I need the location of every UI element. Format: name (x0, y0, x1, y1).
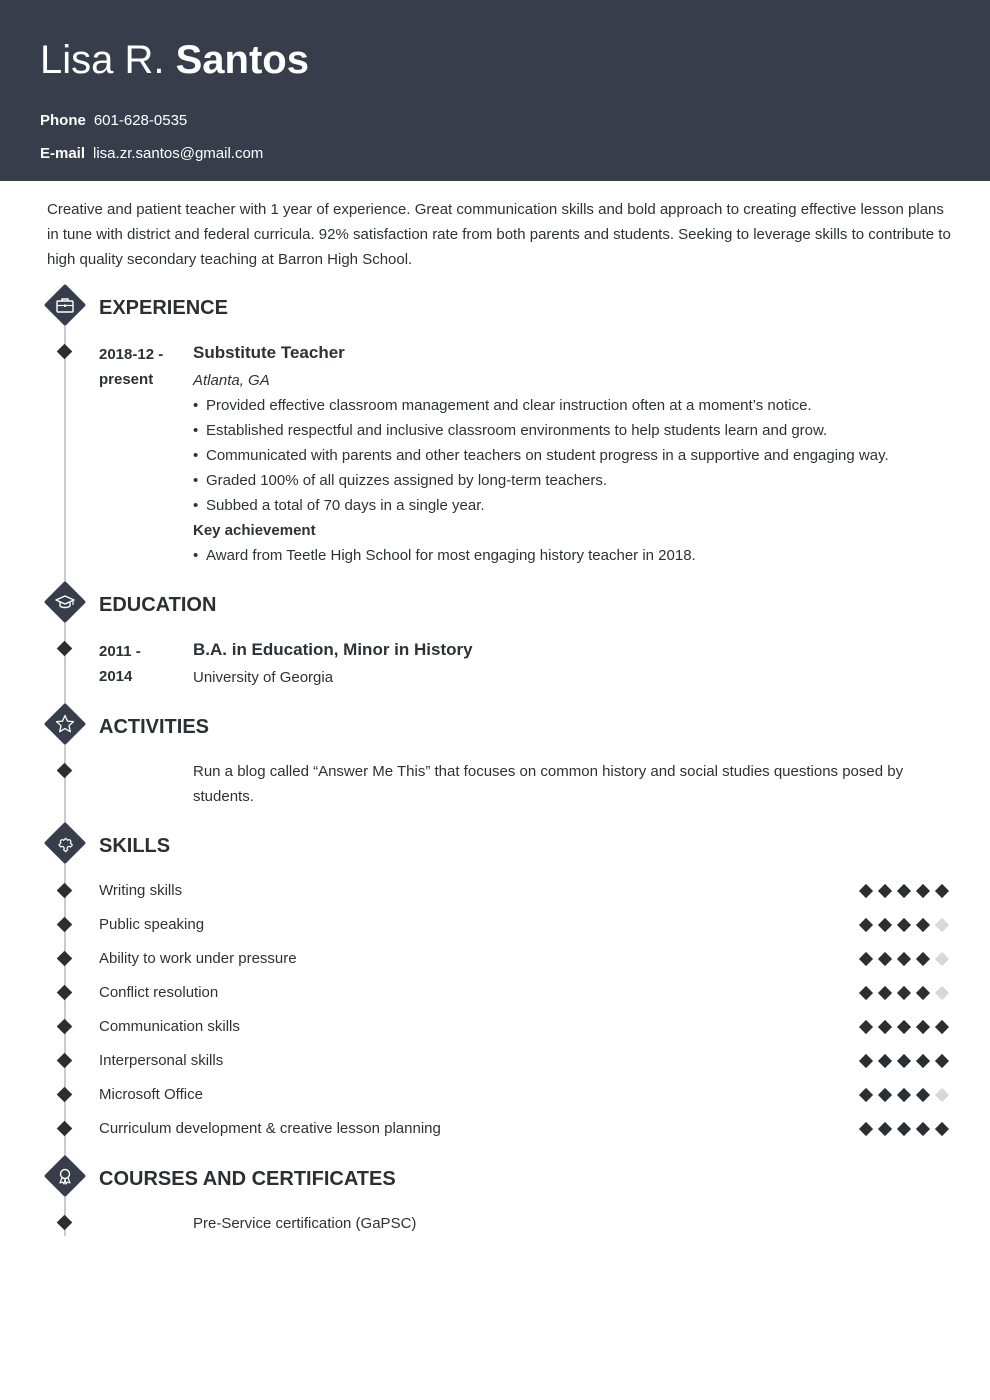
experience-heading: EXPERIENCE (99, 297, 228, 319)
skill-rating (856, 1051, 953, 1071)
rating-pip-filled (859, 1088, 873, 1102)
education-date-end: 2014 (99, 668, 133, 685)
rating-pip-filled (916, 986, 930, 1000)
rating-pip-filled (859, 1122, 873, 1136)
rating-pip-filled (935, 1122, 949, 1136)
rating-pip-filled (897, 884, 911, 898)
education-entry-marker (57, 641, 73, 657)
rating-pip-filled (878, 1054, 892, 1068)
rating-pip-empty (935, 918, 949, 932)
duty-item: • Communicated with parents and other teachers on student progress in a supportive and engaging way. (193, 443, 953, 468)
email-value[interactable]: lisa.zr.santos@gmail.com (93, 145, 264, 162)
rating-pip-filled (859, 952, 873, 966)
degree-title: B.A. in Education, Minor in History (193, 640, 473, 659)
rating-pip-filled (878, 952, 892, 966)
duty-item: • Graded 100% of all quizzes assigned by long-term teachers. (193, 468, 953, 493)
achievements-list (193, 543, 953, 568)
duty-item: • Established respectful and inclusive classroom environments to help students learn and grow. (193, 418, 953, 443)
courses-section-badge (44, 1155, 86, 1197)
star-icon (53, 712, 77, 736)
skill-name: Communication skills (99, 1018, 240, 1035)
rating-pip-filled (916, 1054, 930, 1068)
rating-pip-empty (935, 952, 949, 966)
achievement-item: • Award from Teetle High School for most engaging history teacher in 2018. (193, 543, 953, 568)
experience-section-badge (44, 284, 86, 326)
skill-marker (57, 985, 73, 1001)
rating-pip-empty (935, 1088, 949, 1102)
rating-pip-filled (897, 1122, 911, 1136)
rating-pip-filled (878, 918, 892, 932)
rating-pip-filled (878, 1088, 892, 1102)
education-dates (99, 639, 184, 689)
rating-pip-empty (935, 986, 949, 1000)
rating-pip-filled (916, 918, 930, 932)
job-duties-list (193, 393, 953, 518)
education-date-start: 2011 - (99, 643, 141, 660)
rating-pip-filled (897, 1088, 911, 1102)
skill-rating (856, 915, 953, 935)
skill-name: Writing skills (99, 882, 183, 899)
school-name: University of Georgia (193, 669, 334, 686)
rating-pip-filled (897, 986, 911, 1000)
rating-pip-filled (916, 1020, 930, 1034)
rating-pip-filled (935, 1020, 949, 1034)
skill-name: Ability to work under pressure (99, 950, 297, 967)
last-name: Santos (175, 38, 309, 82)
activity-entry-marker (57, 763, 73, 779)
rating-pip-filled (897, 918, 911, 932)
skill-marker (57, 883, 73, 899)
duty-item: • Subbed a total of 70 days in a single year. (193, 493, 953, 518)
course-item: Pre-Service certification (GaPSC) (193, 1215, 417, 1232)
email-label: E-mail (40, 145, 86, 162)
puzzle-icon (53, 831, 77, 855)
skill-rating (856, 1017, 953, 1037)
skill-rating (856, 949, 953, 969)
skill-marker (57, 1019, 73, 1035)
skill-name: Interpersonal skills (99, 1052, 224, 1069)
activities-heading: ACTIVITIES (99, 716, 210, 738)
rating-pip-filled (897, 1020, 911, 1034)
rating-pip-filled (878, 986, 892, 1000)
skills-section-badge (44, 822, 86, 864)
courses-heading: COURSES AND CERTIFICATES (99, 1168, 396, 1190)
rating-pip-filled (897, 952, 911, 966)
briefcase-icon (53, 293, 77, 317)
rating-pip-filled (859, 1054, 873, 1068)
rating-pip-filled (878, 1122, 892, 1136)
skill-name: Microsoft Office (99, 1086, 203, 1103)
first-name: Lisa R. (40, 38, 165, 82)
skill-rating (856, 881, 953, 901)
email-row (40, 144, 263, 164)
job-title: Substitute Teacher (193, 343, 345, 362)
rating-pip-filled (916, 1088, 930, 1102)
experience-date-end: present (99, 371, 154, 388)
skill-rating (856, 1085, 953, 1105)
skills-heading: SKILLS (99, 835, 171, 857)
rating-pip-filled (878, 1020, 892, 1034)
skill-name: Conflict resolution (99, 984, 219, 1001)
rating-pip-filled (916, 884, 930, 898)
activity-description: Run a blog called “Answer Me This” that focuses on common history and social studies questions posed by students. (193, 763, 904, 805)
rating-pip-filled (859, 918, 873, 932)
course-entry-marker (57, 1215, 73, 1231)
graduation-cap-icon (53, 590, 77, 614)
candidate-name (40, 36, 309, 84)
job-location: Atlanta, GA (193, 372, 270, 389)
education-heading: EDUCATION (99, 594, 217, 616)
rating-pip-filled (897, 1054, 911, 1068)
activities-section-badge (44, 703, 86, 745)
rating-pip-filled (859, 884, 873, 898)
skill-name: Curriculum development & creative lesson planning (99, 1120, 441, 1137)
phone-label: Phone (40, 112, 86, 129)
phone-row (40, 111, 187, 131)
skill-marker (57, 1053, 73, 1069)
rating-pip-filled (916, 1122, 930, 1136)
skill-marker (57, 917, 73, 933)
skill-rating (856, 1119, 953, 1139)
skill-marker (57, 1087, 73, 1103)
resume-header (0, 0, 990, 181)
skill-marker (57, 1121, 73, 1137)
key-achievement-label: Key achievement (193, 522, 316, 539)
rating-pip-filled (878, 884, 892, 898)
experience-date-start: 2018-12 - (99, 346, 164, 363)
rating-pip-filled (935, 1054, 949, 1068)
skill-rating (856, 983, 953, 1003)
education-section-badge (44, 581, 86, 623)
rating-pip-filled (935, 884, 949, 898)
experience-dates (99, 342, 184, 392)
skill-name: Public speaking (99, 916, 205, 933)
rating-pip-filled (916, 952, 930, 966)
skill-marker (57, 951, 73, 967)
award-ribbon-icon (53, 1164, 77, 1188)
profile-summary: Creative and patient teacher with 1 year of experience. Great communication skills and bold approach to creating effective lesson plans in tune with district and federal curricula. 92% satisfaction rate from both parents and students. Seeking to leverage skills to contribute to high quality secondary teaching at Barron High School. (47, 201, 951, 268)
phone-value[interactable]: 601-628-0535 (93, 112, 188, 129)
rating-pip-filled (859, 1020, 873, 1034)
experience-entry-marker (57, 344, 73, 360)
duty-item: • Provided effective classroom management and clear instruction often at a moment’s notice. (193, 393, 953, 418)
rating-pip-filled (859, 986, 873, 1000)
